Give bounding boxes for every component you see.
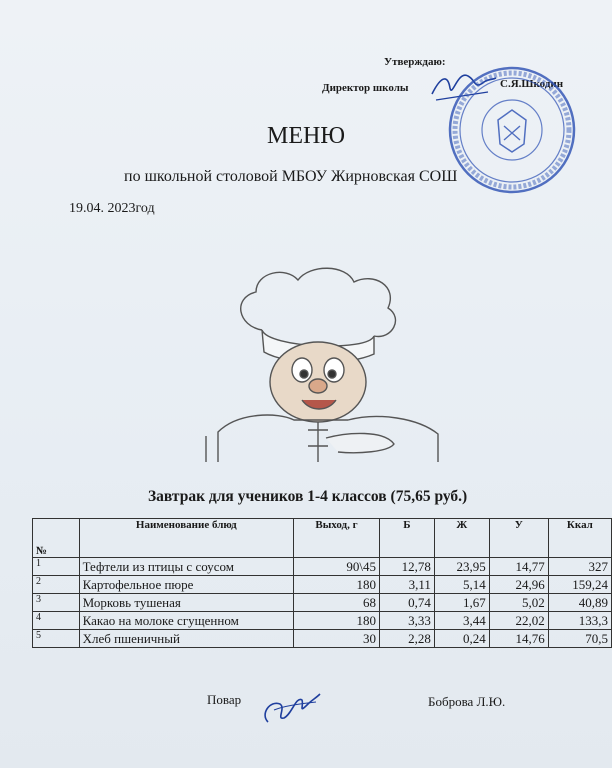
col-header-num: № (33, 519, 80, 558)
dish-kcal: 159,24 (548, 576, 611, 594)
table-header-row (33, 519, 612, 558)
row-num: 1 (33, 558, 80, 576)
dish-name: Хлеб пшеничный (79, 630, 293, 648)
page-subtitle: по школьной столовой МБОУ Жирновская СОШ (124, 168, 458, 185)
table-row (33, 576, 612, 594)
row-num: 5 (33, 630, 80, 648)
dish-carbs: 14,77 (489, 558, 548, 576)
dish-carbs: 22,02 (489, 612, 548, 630)
dish-carbs: 24,96 (489, 576, 548, 594)
dish-fat: 3,44 (434, 612, 489, 630)
row-num: 2 (33, 576, 80, 594)
meal-heading: Завтрак для учеников 1-4 классов (75,65 руб.) (148, 488, 468, 505)
cook-signature (258, 684, 324, 730)
dish-yield: 180 (294, 612, 380, 630)
col-header-fat: Ж (434, 519, 489, 558)
col-header-name: Наименование блюд (79, 519, 293, 558)
cook-name: Боброва Л.Ю. (428, 694, 506, 709)
dish-protein: 3,33 (379, 612, 434, 630)
dish-fat: 23,95 (434, 558, 489, 576)
dish-kcal: 40,89 (548, 594, 611, 612)
dish-name: Морковь тушеная (79, 594, 293, 612)
dish-name: Какао на молоке сгущенном (79, 612, 293, 630)
dish-protein: 2,28 (379, 630, 434, 648)
dish-kcal: 327 (548, 558, 611, 576)
dish-fat: 0,24 (434, 630, 489, 648)
cook-label: Повар (207, 692, 242, 707)
dish-name: Картофельное пюре (79, 576, 293, 594)
row-num: 3 (33, 594, 80, 612)
page-title: МЕНЮ (267, 123, 345, 149)
col-header-protein: Б (379, 519, 434, 558)
dish-protein: 3,11 (379, 576, 434, 594)
dish-protein: 0,74 (379, 594, 434, 612)
dish-kcal: 70,5 (548, 630, 611, 648)
col-header-yield: Выход, г (294, 519, 380, 558)
dish-fat: 1,67 (434, 594, 489, 612)
table-row (33, 630, 612, 648)
dish-name: Тефтели из птицы с соусом (79, 558, 293, 576)
menu-table (32, 518, 612, 648)
director-label: Директор школы (322, 82, 409, 94)
table-row (33, 594, 612, 612)
col-header-carbs: У (489, 519, 548, 558)
dish-yield: 30 (294, 630, 380, 648)
dish-kcal: 133,3 (548, 612, 611, 630)
dish-yield: 180 (294, 576, 380, 594)
director-name: С.Я.Шкодин (500, 78, 564, 90)
dish-fat: 5,14 (434, 576, 489, 594)
dish-carbs: 5,02 (489, 594, 548, 612)
dish-yield: 90\45 (294, 558, 380, 576)
dish-yield: 68 (294, 594, 380, 612)
menu-date: 19.04. 2023год (69, 201, 155, 216)
row-num: 4 (33, 612, 80, 630)
approval-label: Утверждаю: (384, 56, 446, 68)
table-row (33, 612, 612, 630)
table-row (33, 558, 612, 576)
col-header-kcal: Ккал (548, 519, 611, 558)
dish-protein: 12,78 (379, 558, 434, 576)
chef-illustration (198, 262, 454, 464)
dish-carbs: 14,76 (489, 630, 548, 648)
